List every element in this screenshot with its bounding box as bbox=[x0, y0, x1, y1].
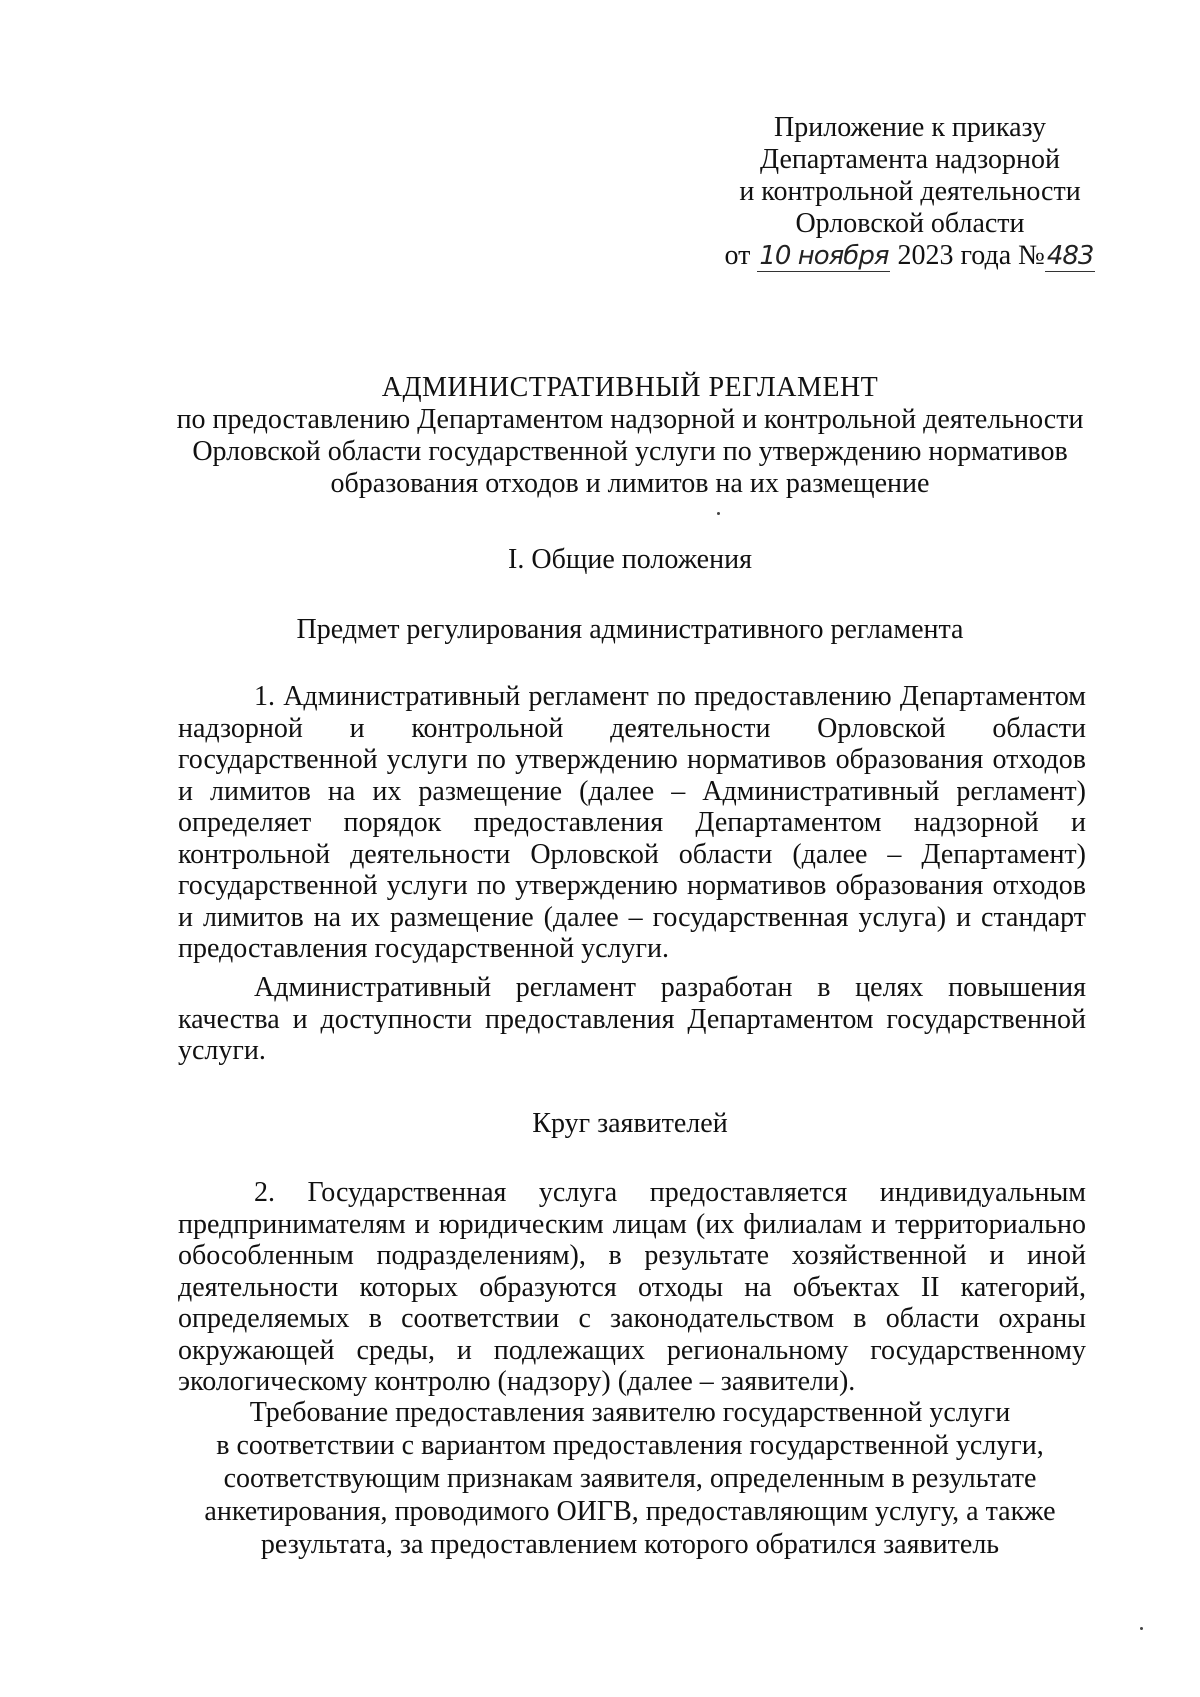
title-main: АДМИНИСТРАТИВНЫЙ РЕГЛАМЕНТ bbox=[381, 372, 879, 403]
title-sub-1: по предоставлению Департаментом надзорной и контрольной деятельности bbox=[176, 404, 1084, 435]
requirement-line-4: анкетирования, проводимого ОИГВ, предоставляющим услугу, а также bbox=[204, 1496, 1056, 1527]
appendix-line-4: Орловской области bbox=[795, 208, 1025, 239]
scan-speck bbox=[717, 512, 720, 515]
scan-speck bbox=[1140, 1627, 1143, 1630]
requirement-heading bbox=[150, 1396, 1110, 1561]
requirement-line-5: результата, за предоставлением которого обратился заявитель bbox=[260, 1529, 1000, 1560]
appendix-line-2: Департамента надзорной bbox=[760, 144, 1060, 175]
title-sub-2: Орловской области государственной услуги по утверждению нормативов bbox=[192, 436, 1068, 467]
paragraph-2: 2. Государственная услуга предоставляется индивидуальным предпринимателям и юридическим лицам (их филиалам и территориально обособленным подразделениям), в результате хозяйственной и иной деятельности которых образуются отходы на объектах II категорий, определяемых в соответствии с законодательством в области охраны окружающей среды, и подлежащих региональному государственному экологическому контролю (надзору) (далее – заявители). bbox=[178, 1177, 1086, 1397]
appendix-line-3: и контрольной деятельности bbox=[739, 176, 1081, 207]
date-prefix: от bbox=[724, 240, 751, 271]
title-sub-3: образования отходов и лимитов на их размещение bbox=[330, 468, 930, 499]
subheading-regulation-subject: Предмет регулирования административного регламента bbox=[296, 614, 964, 645]
section-heading-general: I. Общие положения bbox=[508, 544, 752, 575]
appendix-block bbox=[720, 112, 1100, 272]
handwritten-number: 483 bbox=[1046, 241, 1094, 271]
requirement-line-1: Требование предоставления заявителю государственной услуги bbox=[249, 1397, 1011, 1428]
date-year: 2023 года № bbox=[897, 240, 1045, 271]
regulation-title bbox=[150, 372, 1110, 500]
appendix-date-line bbox=[720, 240, 1100, 272]
subheading-applicants: Круг заявителей bbox=[532, 1108, 728, 1139]
paragraph-1: 1. Административный регламент по предоставлению Департаментом надзорной и контрольной деятельности Орловской области государственной услуги по утверждению нормативов образования отходов и лимитов на их размещение (далее – Административный регламент) определяет порядок предоставления Департаментом надзорной и контрольной деятельности Орловской области (далее – Департамент) государственной услуги по утверждению нормативов образования отходов и лимитов на их размещение (далее – государственная услуга) и стандарт предоставления государственной услуги. bbox=[178, 681, 1086, 964]
appendix-line-1: Приложение к приказу bbox=[774, 112, 1046, 143]
requirement-line-2: в соответствии с вариантом предоставления государственной услуги, bbox=[216, 1430, 1044, 1461]
handwritten-date: 10 ноября bbox=[759, 241, 889, 271]
paragraph-1-continued: Административный регламент разработан в целях повышения качества и доступности предоставления Департаментом государственной услуги. bbox=[178, 972, 1086, 1066]
requirement-line-3: соответствующим признакам заявителя, определенным в результате bbox=[223, 1463, 1037, 1494]
